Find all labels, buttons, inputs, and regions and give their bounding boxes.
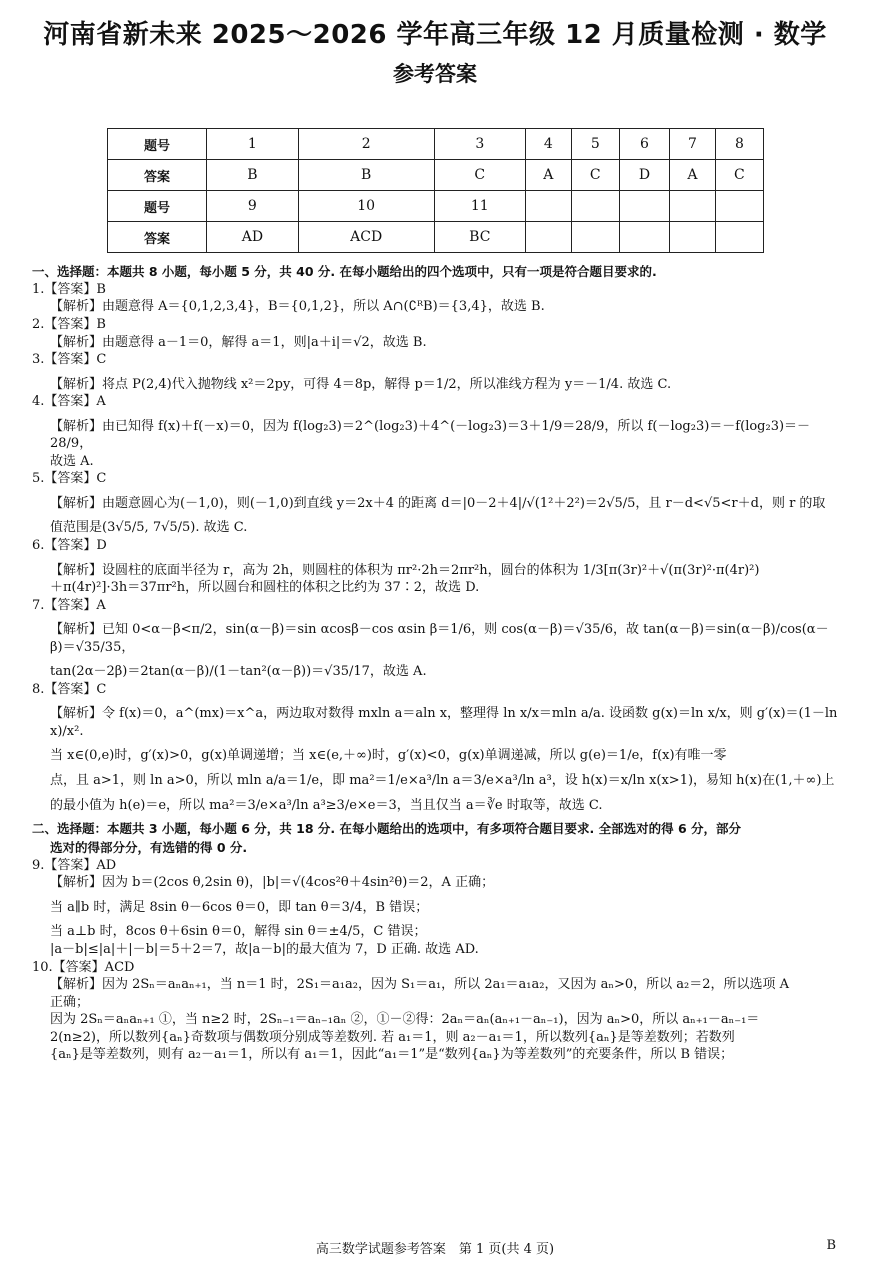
table-cell <box>715 191 763 222</box>
table-header-cell: 答案 <box>108 222 207 253</box>
table-cell: 10 <box>298 191 434 222</box>
table-cell: 2 <box>298 129 434 160</box>
answer-line: 1.【答案】B <box>32 281 106 297</box>
table-cell: 4 <box>526 129 572 160</box>
table-cell <box>715 222 763 253</box>
table-cell <box>571 222 619 253</box>
explanation-line: 【解析】由已知得 f(x)＋f(－x)＝0，因为 f(log₂3)＝2^(log₂3)＋4^(－log₂3)＝3＋1/9＝28/9，所以 f(－log₂3)＝－f(log₂3)＝－28/9， <box>50 418 811 452</box>
table-row <box>108 160 764 191</box>
explanation-line: 正确； <box>50 994 90 1010</box>
table-cell: 6 <box>619 129 669 160</box>
table-cell <box>526 191 572 222</box>
explanation-line: 【解析】将点 P(2,4)代入抛物线 x²＝2py，可得 4＝8p，解得 p＝1/2，所以准线方程为 y＝－1/4. 故选 C. <box>50 376 672 392</box>
explanation-line: 【解析】由题意圆心为(－1,0)，则(－1,0)到直线 y＝2x＋4 的距离 d＝|0－2＋4|/√(1²＋2²)＝2√5/5，且 r－d<√5<r＋d，则 r 的取 <box>50 495 826 511</box>
explanation-line: 【解析】因为 b＝(2cos θ,2sin θ)，|b|＝√(4cos²θ＋4sin²θ)＝2，A 正确； <box>50 875 495 891</box>
table-cell: C <box>715 160 763 191</box>
table-cell <box>670 222 716 253</box>
table-cell: 7 <box>670 129 716 160</box>
table-cell: B <box>207 160 299 191</box>
table-header-cell: 题号 <box>108 191 207 222</box>
explanation-line: 【解析】因为 2Sₙ＝aₙaₙ₊₁，当 n＝1 时，2S₁＝a₁a₂，因为 S₁＝a₁，所以 2a₁＝a₁a₂，又因为 aₙ>0，所以 a₂＝2，所以选项 A <box>50 977 790 993</box>
table-cell: 1 <box>207 129 299 160</box>
table-cell: A <box>670 160 716 191</box>
table-cell <box>526 222 572 253</box>
table-cell: 9 <box>207 191 299 222</box>
section-heading: 选对的得部分分，有选错的得 0 分. <box>50 839 248 855</box>
table-cell: 3 <box>434 129 525 160</box>
answer-line: 3.【答案】C <box>32 352 107 368</box>
answer-line: 4.【答案】A <box>32 394 106 410</box>
explanation-line: 故选 A. <box>50 453 94 469</box>
table-cell: 5 <box>571 129 619 160</box>
page-subtitle: 参考答案 <box>393 62 477 86</box>
explanation-line: 【解析】由题意得 a－1＝0，解得 a＝1，则|a＋i|＝√2，故选 B. <box>50 334 427 350</box>
table-header-cell: 题号 <box>108 129 207 160</box>
table-row <box>108 191 764 222</box>
table-cell: C <box>434 160 525 191</box>
table-cell: AD <box>207 222 299 253</box>
answer-line: 8.【答案】C <box>32 681 107 697</box>
answer-line: 10.【答案】ACD <box>32 959 135 975</box>
table-cell <box>571 191 619 222</box>
table-cell <box>619 222 669 253</box>
table-cell: A <box>526 160 572 191</box>
explanation-line: 2(n≥2)，所以数列{aₙ}奇数项与偶数项分别成等差数列. 若 a₁＝1，则 a₂－a₁＝1，所以数列{aₙ}是等差数列；若数列 <box>50 1029 735 1045</box>
table-row <box>108 222 764 253</box>
table-row <box>108 129 764 160</box>
solution-body <box>32 262 838 1064</box>
section-heading: 一、选择题：本题共 8 小题，每小题 5 分，共 40 分. 在每小题给出的四个选项中，只有一项是符合题目要求的. <box>32 264 657 279</box>
explanation-line: tan(2α－2β)＝2tan(α－β)/(1－tan²(α－β))＝√35/17，故选 A. <box>50 664 427 680</box>
table-cell: C <box>571 160 619 191</box>
explanation-line: 【解析】已知 0<α－β<π/2，sin(α－β)＝sin αcosβ－cos αsin β＝1/6，则 cos(α－β)＝√35/6，故 tan(α－β)＝sin(α－β)/cos(α－β)＝√35/35， <box>50 622 829 655</box>
explanation-line: 当 x∈(0,e)时，g′(x)>0，g(x)单调递增；当 x∈(e,＋∞)时，g′(x)<0，g(x)单调递减，所以 g(e)＝1/e，f(x)有唯一零 <box>50 748 727 764</box>
table-cell: ACD <box>298 222 434 253</box>
explanation-line: ＋π(4r)²]·3h＝37πr²h，所以圆台和圆柱的体积之比约为 37∶2，故选 D. <box>50 580 480 596</box>
page-title: 河南省新未来 2025～2026 学年高三年级 12 月质量检测 · 数学 <box>43 20 827 50</box>
table-cell <box>619 191 669 222</box>
table-header-cell: 答案 <box>108 160 207 191</box>
answer-line: 6.【答案】D <box>32 537 107 553</box>
explanation-line: 的最小值为 h(e)＝e，所以 ma²＝3/e×a³/ln a³≥3/e×e＝3，当且仅当 a＝∛e 时取等，故选 C. <box>50 797 603 813</box>
table-cell: 8 <box>715 129 763 160</box>
explanation-line: 当 a⊥b 时，8cos θ＋6sin θ＝0，解得 sin θ＝±4/5，C 错误； <box>50 924 427 940</box>
table-cell: BC <box>434 222 525 253</box>
explanation-line: 【解析】由题意得 A＝{0,1,2,3,4}，B＝{0,1,2}，所以 A∩(∁ᴿB)＝{3,4}，故选 B. <box>50 299 545 315</box>
answer-line: 2.【答案】B <box>32 316 106 332</box>
answer-line: 7.【答案】A <box>32 597 106 613</box>
explanation-line: |a－b|≤|a|＋|－b|＝5＋2＝7，故|a－b|的最大值为 7，D 正确. 故选 AD. <box>50 942 479 958</box>
table-cell <box>670 191 716 222</box>
explanation-line: 【解析】令 f(x)＝0，a^(mx)＝x^a，两边取对数得 mxln a＝aln x，整理得 ln x/x＝mln a/a. 设函数 g(x)＝ln x/x，则 g′(x)＝(1－ln x)/x². <box>50 706 838 739</box>
explanation-line: 当 a∥b 时，满足 8sin θ－6cos θ＝0，即 tan θ＝3/4，B 错误； <box>50 899 429 915</box>
page-footer: 高三数学试题参考答案 第 1 页(共 4 页) <box>315 1242 555 1257</box>
answer-line: 5.【答案】C <box>32 471 107 487</box>
explanation-line: 值范围是(3√5/5, 7√5/5). 故选 C. <box>50 520 248 536</box>
version-flag: B <box>826 1238 836 1253</box>
table-cell: B <box>298 160 434 191</box>
explanation-line: 点，且 a>1，则 ln a>0，所以 mln a/a＝1/e，即 ma²＝1/e×a³/ln a＝3/e×a³/ln a³，设 h(x)＝x/ln x(x>1)，易知 h(x)在(1,＋∞)上 <box>50 773 835 788</box>
answer-line: 9.【答案】AD <box>32 857 117 873</box>
answer-table <box>107 128 764 253</box>
explanation-line: 【解析】设圆柱的底面半径为 r，高为 2h，则圆柱的体积为 πr²·2h＝2πr²h，圆台的体积为 1/3[π(3r)²＋√(π(3r)²·π(4r)²) <box>50 562 760 578</box>
table-cell: 11 <box>434 191 525 222</box>
section-heading: 二、选择题：本题共 3 小题，每小题 6 分，共 18 分. 在每小题给出的选项中，有多项符合题目要求. 全部选对的得 6 分，部分 <box>32 821 742 837</box>
explanation-line: {aₙ}是等差数列，则有 a₂－a₁＝1，所以有 a₁＝1，因此“a₁＝1”是“数列{aₙ}为等差数列”的充要条件，所以 B 错误； <box>50 1047 734 1063</box>
table-cell: D <box>619 160 669 191</box>
explanation-line: 因为 2Sₙ＝aₙaₙ₊₁ ①，当 n≥2 时，2Sₙ₋₁＝aₙ₋₁aₙ ②，①－②得：2aₙ＝aₙ(aₙ₊₁－aₙ₋₁)，因为 aₙ>0，所以 aₙ₊₁－aₙ₋₁＝ <box>50 1012 760 1028</box>
